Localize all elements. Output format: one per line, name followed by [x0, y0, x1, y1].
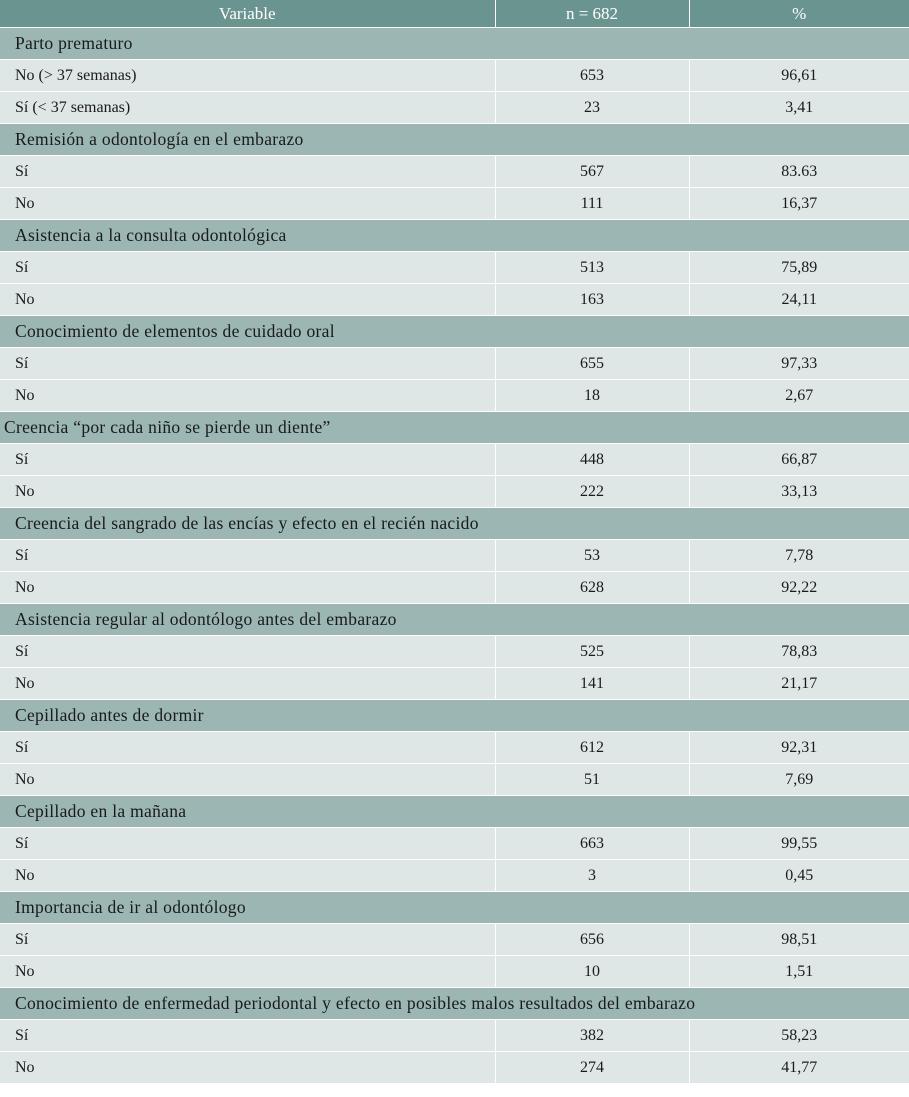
group-header-row — [0, 604, 909, 636]
group-header-row — [0, 796, 909, 828]
row-label: No — [0, 572, 495, 604]
row-label: No — [0, 476, 495, 508]
row-count: 653 — [495, 60, 689, 92]
group-header-row — [0, 220, 909, 252]
row-percent: 66,87 — [689, 444, 909, 476]
table-row — [0, 1052, 909, 1084]
row-percent: 41,77 — [689, 1052, 909, 1084]
row-label: Sí — [0, 828, 495, 860]
table-row — [0, 860, 909, 892]
group-header-row — [0, 988, 909, 1020]
table-row — [0, 668, 909, 700]
row-percent: 16,37 — [689, 188, 909, 220]
table-row — [0, 828, 909, 860]
row-count: 382 — [495, 1020, 689, 1052]
table-row — [0, 380, 909, 412]
row-label: No — [0, 188, 495, 220]
row-percent: 98,51 — [689, 924, 909, 956]
row-label: Sí — [0, 732, 495, 764]
row-label: No — [0, 668, 495, 700]
row-count: 628 — [495, 572, 689, 604]
row-percent: 96,61 — [689, 60, 909, 92]
group-title: Cepillado en la mañana — [0, 796, 909, 828]
group-header-row — [0, 316, 909, 348]
row-label: No (> 37 semanas) — [0, 60, 495, 92]
row-label: No — [0, 956, 495, 988]
row-count: 567 — [495, 156, 689, 188]
group-title: Asistencia regular al odontólogo antes del embarazo — [0, 604, 909, 636]
row-percent: 92,31 — [689, 732, 909, 764]
table-row — [0, 92, 909, 124]
group-title: Conocimiento de elementos de cuidado oral — [0, 316, 909, 348]
row-percent: 21,17 — [689, 668, 909, 700]
row-count: 10 — [495, 956, 689, 988]
group-header-row — [0, 892, 909, 924]
group-header-row — [0, 508, 909, 540]
table-row — [0, 764, 909, 796]
row-label: No — [0, 764, 495, 796]
table-row — [0, 444, 909, 476]
row-percent: 99,55 — [689, 828, 909, 860]
row-percent: 78,83 — [689, 636, 909, 668]
row-count: 51 — [495, 764, 689, 796]
group-title: Remisión a odontología en el embarazo — [0, 124, 909, 156]
row-percent: 24,11 — [689, 284, 909, 316]
table-row — [0, 540, 909, 572]
table-row — [0, 60, 909, 92]
row-label: Sí — [0, 540, 495, 572]
header-variable: Variable — [0, 0, 495, 28]
row-percent: 83.63 — [689, 156, 909, 188]
group-header-row — [0, 412, 909, 444]
row-count: 53 — [495, 540, 689, 572]
group-title: Asistencia a la consulta odontológica — [0, 220, 909, 252]
row-label: No — [0, 860, 495, 892]
row-percent: 7,78 — [689, 540, 909, 572]
row-percent: 92,22 — [689, 572, 909, 604]
row-percent: 0,45 — [689, 860, 909, 892]
table-row — [0, 252, 909, 284]
row-count: 3 — [495, 860, 689, 892]
header-row — [0, 0, 909, 28]
row-count: 274 — [495, 1052, 689, 1084]
row-percent: 58,23 — [689, 1020, 909, 1052]
group-header-row — [0, 700, 909, 732]
row-label: No — [0, 1052, 495, 1084]
row-count: 513 — [495, 252, 689, 284]
group-title: Importancia de ir al odontólogo — [0, 892, 909, 924]
row-percent: 97,33 — [689, 348, 909, 380]
group-title: Creencia del sangrado de las encías y efecto en el recién nacido — [0, 508, 909, 540]
row-count: 525 — [495, 636, 689, 668]
table-row — [0, 348, 909, 380]
row-label: Sí — [0, 252, 495, 284]
group-header-row — [0, 124, 909, 156]
row-label: Sí — [0, 1020, 495, 1052]
header-percent: % — [689, 0, 909, 28]
row-label: Sí — [0, 156, 495, 188]
table-row — [0, 924, 909, 956]
row-count: 663 — [495, 828, 689, 860]
row-count: 18 — [495, 380, 689, 412]
row-percent: 33,13 — [689, 476, 909, 508]
row-count: 163 — [495, 284, 689, 316]
row-label: No — [0, 380, 495, 412]
table-row — [0, 956, 909, 988]
table-row — [0, 572, 909, 604]
group-title: Parto prematuro — [0, 28, 909, 60]
row-count: 23 — [495, 92, 689, 124]
table-row — [0, 156, 909, 188]
table-body — [0, 28, 909, 1084]
row-count: 141 — [495, 668, 689, 700]
group-title: Cepillado antes de dormir — [0, 700, 909, 732]
group-title: Creencia “por cada niño se pierde un diente” — [0, 412, 909, 444]
row-label: Sí — [0, 636, 495, 668]
row-count: 111 — [495, 188, 689, 220]
row-label: Sí (< 37 semanas) — [0, 92, 495, 124]
row-count: 222 — [495, 476, 689, 508]
row-label: No — [0, 284, 495, 316]
row-percent: 75,89 — [689, 252, 909, 284]
row-percent: 2,67 — [689, 380, 909, 412]
row-count: 656 — [495, 924, 689, 956]
row-count: 655 — [495, 348, 689, 380]
row-label: Sí — [0, 444, 495, 476]
table-row — [0, 732, 909, 764]
row-label: Sí — [0, 924, 495, 956]
table-row — [0, 284, 909, 316]
row-percent: 1,51 — [689, 956, 909, 988]
group-title: Conocimiento de enfermedad periodontal y efecto en posibles malos resultados del embarazo — [0, 988, 909, 1020]
header-n: n = 682 — [495, 0, 689, 28]
row-count: 448 — [495, 444, 689, 476]
table-row — [0, 188, 909, 220]
row-percent: 3,41 — [689, 92, 909, 124]
row-count: 612 — [495, 732, 689, 764]
table-row — [0, 476, 909, 508]
row-label: Sí — [0, 348, 495, 380]
table-row — [0, 636, 909, 668]
table-row — [0, 1020, 909, 1052]
group-header-row — [0, 28, 909, 60]
row-percent: 7,69 — [689, 764, 909, 796]
table-header — [0, 0, 909, 28]
